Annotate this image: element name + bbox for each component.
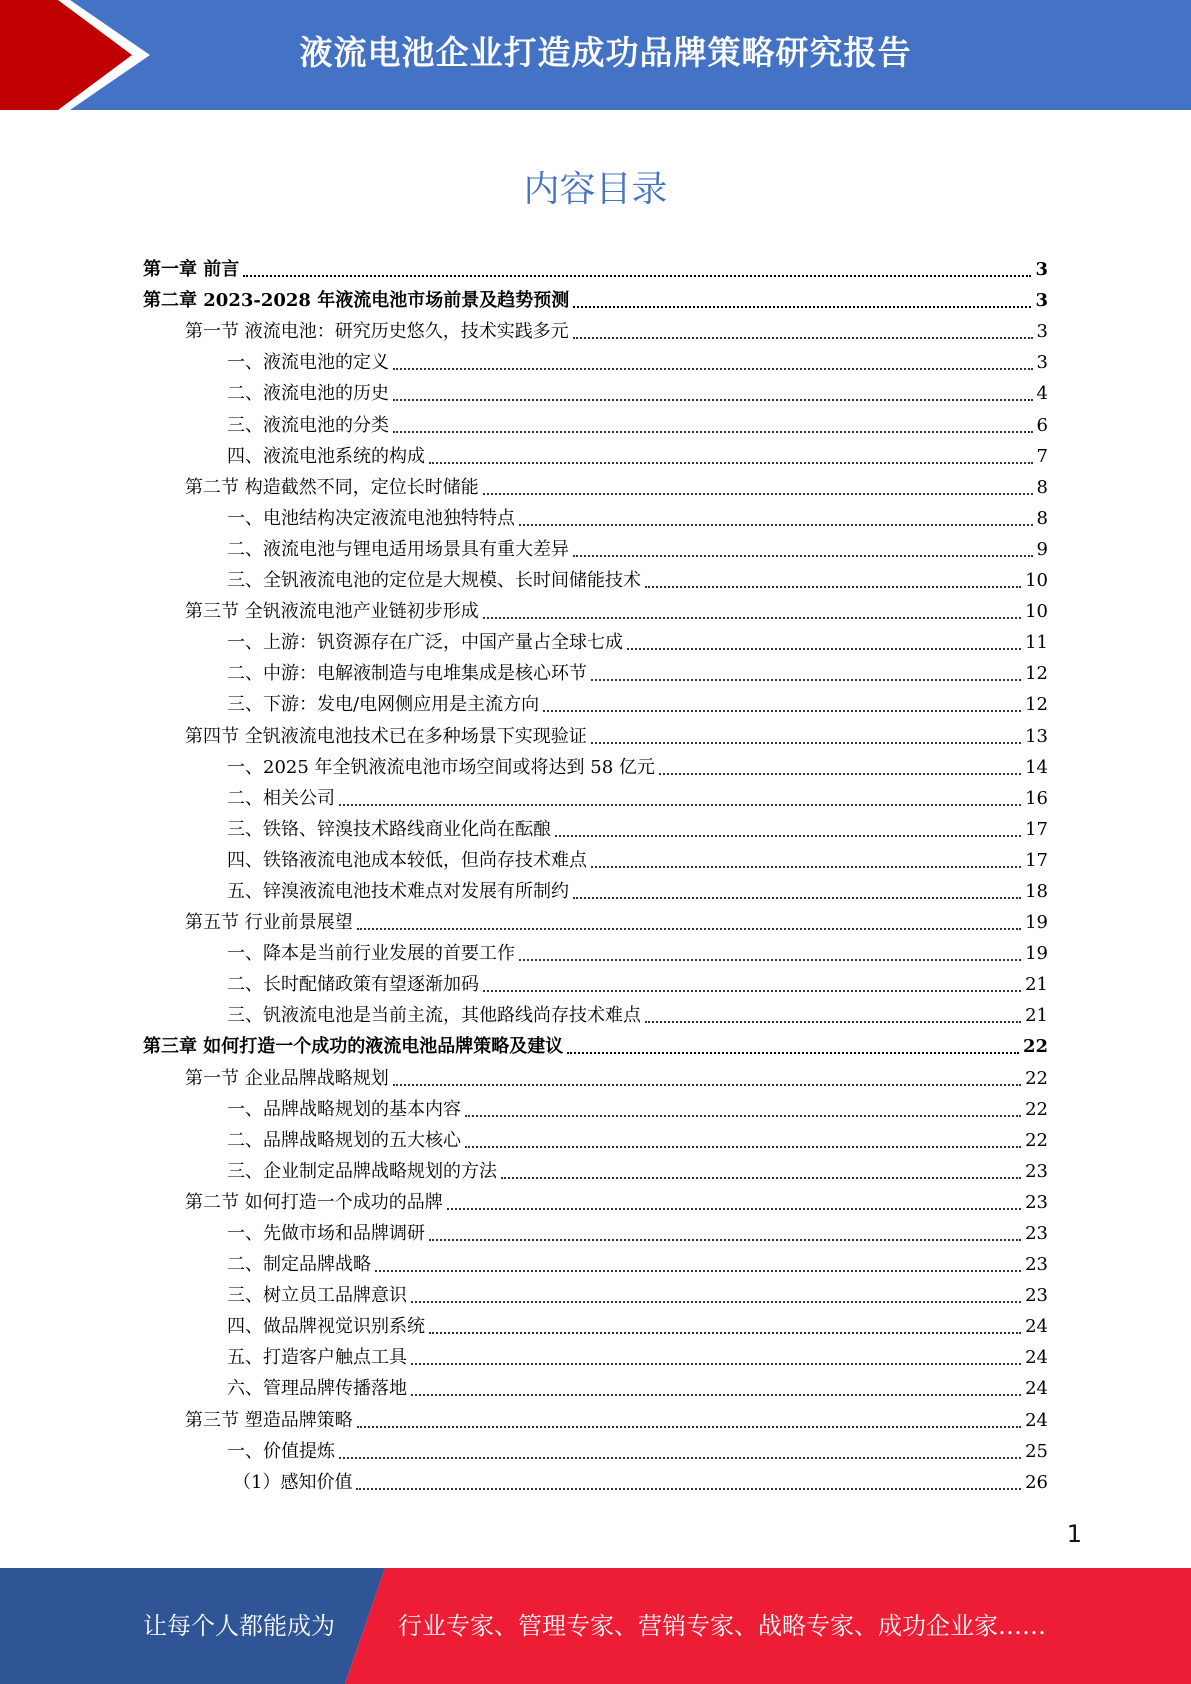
toc-entry-page: 4 <box>1036 383 1048 405</box>
toc-entry[interactable] <box>143 627 1048 658</box>
toc-entry-page: 6 <box>1036 414 1048 436</box>
toc-entry-label: 一、电池结构决定液流电池独特特点 <box>227 507 515 529</box>
toc-dot-leader <box>411 1394 1021 1396</box>
toc-entry[interactable] <box>143 1031 1048 1062</box>
toc-entry-label: 二、相关公司 <box>227 787 335 809</box>
toc-dot-leader <box>519 959 1021 961</box>
toc-entry[interactable] <box>143 1094 1048 1125</box>
toc-dot-leader <box>627 648 1021 650</box>
toc-entry-page: 7 <box>1036 445 1048 467</box>
toc-entry-page: 13 <box>1025 725 1048 747</box>
toc-entry[interactable] <box>143 969 1048 1000</box>
toc-entry-label: 第一节 企业品牌战略规划 <box>185 1067 389 1089</box>
toc-entry-page: 3 <box>1035 259 1048 281</box>
toc-entry[interactable] <box>143 1311 1048 1342</box>
toc-entry[interactable] <box>143 441 1048 472</box>
toc-entry-label: 二、制定品牌战略 <box>227 1254 371 1276</box>
toc-entry[interactable] <box>143 1062 1048 1093</box>
toc-entry-page: 23 <box>1025 1160 1048 1182</box>
toc-entry-page: 21 <box>1025 974 1048 996</box>
toc-entry[interactable] <box>143 907 1048 938</box>
toc-entry[interactable] <box>143 409 1048 440</box>
toc-dot-leader <box>465 1115 1021 1117</box>
toc-entry-label: 第四节 全钒液流电池技术已在多种场景下实现验证 <box>185 725 587 747</box>
toc-entry-label: 二、液流电池的历史 <box>227 383 389 405</box>
toc-entry[interactable] <box>143 347 1048 378</box>
toc-entry[interactable] <box>143 1373 1048 1404</box>
toc-dot-leader <box>357 1426 1021 1428</box>
toc-dot-leader <box>357 928 1021 930</box>
toc-entry-label: 第三节 塑造品牌策略 <box>185 1409 353 1431</box>
toc-entry-label: 三、树立员工品牌意识 <box>227 1285 407 1307</box>
toc-entry[interactable] <box>143 1125 1048 1156</box>
toc-dot-leader <box>393 1084 1021 1086</box>
toc-dot-leader <box>356 1488 1021 1490</box>
toc-dot-leader <box>573 306 1031 308</box>
toc-entry-label: 一、价值提炼 <box>227 1440 335 1462</box>
toc-entry[interactable] <box>143 1187 1048 1218</box>
toc-entry[interactable] <box>143 876 1048 907</box>
toc-dot-leader <box>429 1239 1021 1241</box>
toc-entry-page: 25 <box>1025 1440 1048 1462</box>
footer-slogan-left: 让每个人都能成为 <box>143 1612 335 1640</box>
toc-entry[interactable] <box>143 1436 1048 1467</box>
toc-entry[interactable] <box>143 1156 1048 1187</box>
toc-dot-leader <box>411 1301 1021 1303</box>
toc-dot-leader <box>483 493 1033 495</box>
toc-entry-page: 22 <box>1022 1036 1048 1058</box>
toc-entry-label: 第二节 如何打造一个成功的品牌 <box>185 1191 443 1213</box>
toc-entry-page: 18 <box>1025 880 1048 902</box>
toc-entry-label: 五、锌溴液流电池技术难点对发展有所制约 <box>227 880 569 902</box>
toc-entry[interactable] <box>143 1404 1048 1435</box>
toc-title: 内容目录 <box>523 169 668 210</box>
toc-entry[interactable] <box>143 938 1048 969</box>
report-title: 液流电池企业打造成功品牌策略研究报告 <box>299 33 912 72</box>
toc-dot-leader <box>411 1363 1021 1365</box>
toc-entry[interactable] <box>143 689 1048 720</box>
toc-entry[interactable] <box>143 316 1048 347</box>
toc-entry-label: 一、降本是当前行业发展的首要工作 <box>227 943 515 965</box>
report-header <box>0 0 1191 110</box>
toc-entry[interactable] <box>143 720 1048 751</box>
toc-entry-label: 三、企业制定品牌战略规划的方法 <box>227 1160 497 1182</box>
toc-dot-leader <box>573 337 1033 339</box>
toc-entry-label: 一、液流电池的定义 <box>227 352 389 374</box>
toc-entry-page: 17 <box>1025 849 1048 871</box>
toc-entry-page: 8 <box>1036 476 1048 498</box>
toc-entry[interactable] <box>143 1342 1048 1373</box>
toc-entry-page: 14 <box>1025 756 1048 778</box>
toc-entry-page: 12 <box>1025 663 1048 685</box>
toc-entry[interactable] <box>143 1000 1048 1031</box>
toc-entry-label: 第二章 2023-2028 年液流电池市场前景及趋势预测 <box>143 290 570 312</box>
toc-dot-leader <box>339 1457 1021 1459</box>
toc-entry-label: 四、液流电池系统的构成 <box>227 445 425 467</box>
toc-entry-label: 六、管理品牌传播落地 <box>227 1378 407 1400</box>
toc-dot-leader <box>573 555 1033 557</box>
toc-entry-label: 三、下游：发电/电网侧应用是主流方向 <box>227 694 540 716</box>
toc-entry-page: 12 <box>1025 694 1048 716</box>
toc-entry-page: 11 <box>1025 632 1048 654</box>
toc-entry-label: 第三章 如何打造一个成功的液流电池品牌策略及建议 <box>143 1036 564 1058</box>
toc-dot-leader <box>339 804 1021 806</box>
toc-entry-page: 23 <box>1025 1223 1048 1244</box>
toc-entry-page: 8 <box>1036 507 1048 529</box>
toc-entry-page: 26 <box>1025 1471 1048 1493</box>
toc-entry-page: 24 <box>1025 1316 1048 1338</box>
toc-dot-leader <box>429 1332 1021 1334</box>
toc-entry-label: 第五节 行业前景展望 <box>185 912 353 934</box>
toc-entry[interactable] <box>143 1249 1048 1280</box>
toc-entry-label: 二、中游：电解液制造与电堆集成是核心环节 <box>227 663 587 685</box>
toc-entry-label: 二、液流电池与锂电适用场景具有重大差异 <box>227 538 569 560</box>
toc-entry-label: 第三节 全钒液流电池产业链初步形成 <box>185 601 479 623</box>
toc-dot-leader <box>591 866 1021 868</box>
toc-entry[interactable] <box>143 285 1048 316</box>
toc-entry-label: 第一章 前言 <box>143 259 240 281</box>
toc-dot-leader <box>591 679 1021 681</box>
toc-entry-page: 10 <box>1025 570 1048 592</box>
toc-entry-page: 3 <box>1036 352 1048 374</box>
page-number: 1 <box>1066 1520 1082 1548</box>
toc-entry[interactable] <box>143 534 1048 565</box>
toc-entry-page: 22 <box>1025 1098 1048 1120</box>
toc-dot-leader <box>393 368 1033 370</box>
toc-dot-leader <box>483 990 1021 992</box>
toc-entry-page: 16 <box>1025 787 1048 809</box>
toc-entry[interactable] <box>143 472 1048 503</box>
toc-entry-page: 9 <box>1036 538 1048 560</box>
toc-entry-label: 第一节 液流电池：研究历史悠久，技术实践多元 <box>185 321 569 343</box>
toc-entry-page: 24 <box>1025 1409 1048 1431</box>
toc-entry-label: （1）感知价值 <box>233 1471 353 1493</box>
toc-dot-leader <box>465 1146 1021 1148</box>
toc-entry-label: 三、钒液流电池是当前主流，其他路线尚存技术难点 <box>227 1005 641 1027</box>
toc-dot-leader <box>375 1270 1021 1272</box>
toc-dot-leader <box>543 710 1021 712</box>
toc-entry-page: 22 <box>1025 1129 1048 1151</box>
toc-entry-label: 一、品牌战略规划的基本内容 <box>227 1098 461 1120</box>
toc-entry-page: 17 <box>1025 818 1048 840</box>
toc-entry[interactable] <box>143 1280 1048 1311</box>
toc-entry[interactable] <box>143 1218 1048 1249</box>
toc-dot-leader <box>393 431 1033 433</box>
toc-entry-page: 23 <box>1025 1191 1048 1213</box>
toc-entry-label: 二、长时配储政策有望逐渐加码 <box>227 974 479 996</box>
toc-entry[interactable] <box>143 783 1048 814</box>
toc-entry[interactable] <box>143 254 1048 285</box>
toc-entry-label: 四、铁铬液流电池成本较低，但尚存技术难点 <box>227 849 587 871</box>
toc-dot-leader <box>447 1208 1021 1210</box>
toc-entry-label: 一、先做市场和品牌调研 <box>227 1223 425 1244</box>
toc-entry-label: 二、品牌战略规划的五大核心 <box>227 1129 461 1151</box>
toc-dot-leader <box>429 462 1033 464</box>
toc-entry-page: 19 <box>1025 943 1048 965</box>
toc-entry-page: 3 <box>1036 321 1048 343</box>
toc-dot-leader <box>645 1021 1021 1023</box>
toc-dot-leader <box>393 399 1033 401</box>
toc-dot-leader <box>567 1052 1019 1054</box>
toc-dot-leader <box>555 835 1021 837</box>
toc-entry-label: 三、液流电池的分类 <box>227 414 389 436</box>
toc-dot-leader <box>243 275 1031 277</box>
toc-entry-page: 23 <box>1025 1254 1048 1276</box>
footer-banner <box>0 1568 1191 1684</box>
toc-entry-page: 24 <box>1025 1378 1048 1400</box>
toc-dot-leader <box>519 524 1033 526</box>
toc-dot-leader <box>591 742 1021 744</box>
toc-entry[interactable] <box>143 1467 1048 1498</box>
toc-entry[interactable] <box>143 378 1048 409</box>
toc-entry-page: 19 <box>1025 912 1048 934</box>
toc-entry-page: 3 <box>1035 290 1048 312</box>
toc-entry[interactable] <box>143 596 1048 627</box>
footer-slogan-right: 行业专家、管理专家、营销专家、战略专家、成功企业家…… <box>398 1612 1046 1640</box>
toc-entry-page: 21 <box>1025 1005 1048 1027</box>
toc-entry[interactable] <box>143 814 1048 845</box>
toc-dot-leader <box>501 1177 1021 1179</box>
toc-entry-label: 三、铁铬、锌溴技术路线商业化尚在酝酿 <box>227 818 551 840</box>
toc-entry-page: 24 <box>1025 1347 1048 1369</box>
toc-entry-label: 五、打造客户触点工具 <box>227 1347 407 1369</box>
table-of-contents <box>143 254 1048 1498</box>
toc-entry[interactable] <box>143 503 1048 534</box>
toc-entry-label: 一、上游：钒资源存在广泛，中国产量占全球七成 <box>227 632 623 654</box>
toc-dot-leader <box>659 773 1021 775</box>
toc-entry-page: 23 <box>1025 1285 1048 1307</box>
toc-entry-page: 10 <box>1025 601 1048 623</box>
toc-entry-label: 一、2025 年全钒液流电池市场空间或将达到 58 亿元 <box>227 756 655 778</box>
toc-entry-label: 三、全钒液流电池的定位是大规模、长时间储能技术 <box>227 570 641 592</box>
toc-entry-label: 四、做品牌视觉识别系统 <box>227 1316 425 1338</box>
toc-entry[interactable] <box>143 845 1048 876</box>
toc-entry[interactable] <box>143 752 1048 783</box>
toc-entry[interactable] <box>143 658 1048 689</box>
toc-dot-leader <box>483 617 1021 619</box>
toc-entry-label: 第二节 构造截然不同，定位长时储能 <box>185 476 479 498</box>
toc-entry[interactable] <box>143 565 1048 596</box>
toc-entry-page: 22 <box>1025 1067 1048 1089</box>
toc-dot-leader <box>645 586 1021 588</box>
toc-dot-leader <box>573 897 1021 899</box>
